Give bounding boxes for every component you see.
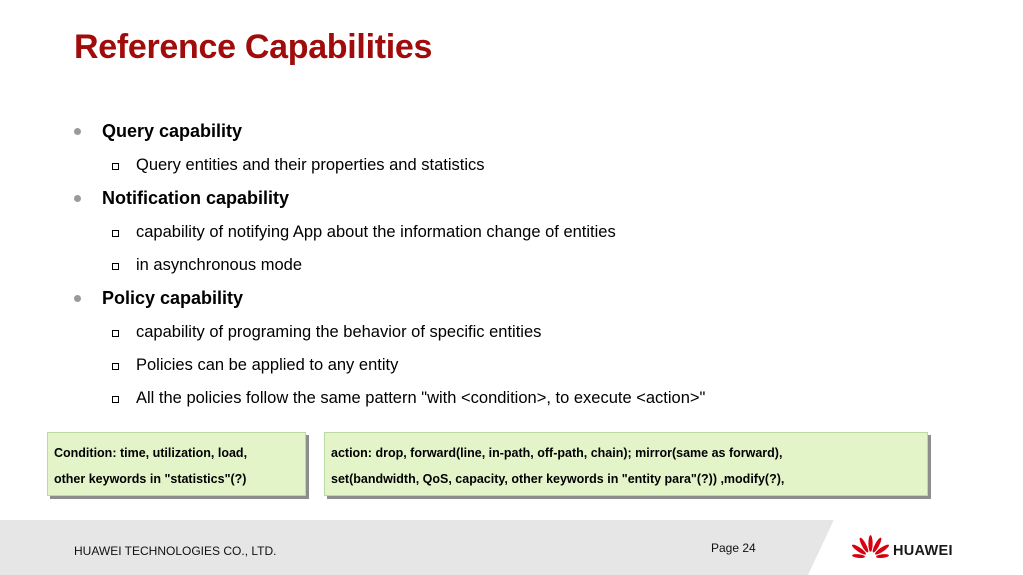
square-bullet-icon [112,230,119,237]
sub-item-text: Policies can be applied to any entity [136,356,399,374]
bullet-query-capability [74,118,974,152]
square-bullet-icon [112,263,119,270]
sub-item [74,219,974,252]
sub-item-text: capability of notifying App about the information change of entities [136,223,616,241]
huawei-petal-logo-icon [852,535,889,563]
sub-item-text: in asynchronous mode [136,256,303,274]
logo-text: HUAWEI [893,543,953,559]
slide-title: Reference Capabilities [74,28,433,66]
condition-box [47,432,306,496]
bullet-dot-icon [74,295,81,302]
action-line: set(bandwidth, QoS, capacity, other keywords in "entity para"(?)) ,modify(?), [331,472,785,486]
bullet-label: Notification capability [102,188,290,208]
footer-bar [0,520,1023,575]
sub-item-text: All the policies follow the same pattern "with <condition>, to execute <action>" [136,389,706,407]
bullet-policy-capability [74,285,974,319]
sub-item [74,252,974,285]
bullet-label: Policy capability [102,288,244,308]
sub-item [74,319,974,352]
sub-item [74,352,974,385]
square-bullet-icon [112,363,119,370]
square-bullet-icon [112,163,119,170]
bullet-list [74,118,974,418]
bullet-notification-capability [74,185,974,219]
bullet-label: Query capability [102,121,243,141]
square-bullet-icon [112,396,119,403]
condition-line: Condition: time, utilization, load, [54,446,248,460]
action-line: action: drop, forward(line, in-path, off-path, chain); mirror(same as forward), [331,446,783,460]
bullet-dot-icon [74,128,81,135]
action-box [324,432,928,496]
sub-item-text: Query entities and their properties and statistics [136,156,485,174]
square-bullet-icon [112,330,119,337]
sub-item [74,385,974,418]
sub-item-text: capability of programing the behavior of specific entities [136,323,542,341]
condition-line: other keywords in "statistics"(?) [54,472,247,486]
company-name: HUAWEI TECHNOLOGIES CO., LTD. [74,544,277,558]
page-number: Page 24 [711,541,756,555]
bullet-dot-icon [74,195,81,202]
sub-item [74,152,974,185]
